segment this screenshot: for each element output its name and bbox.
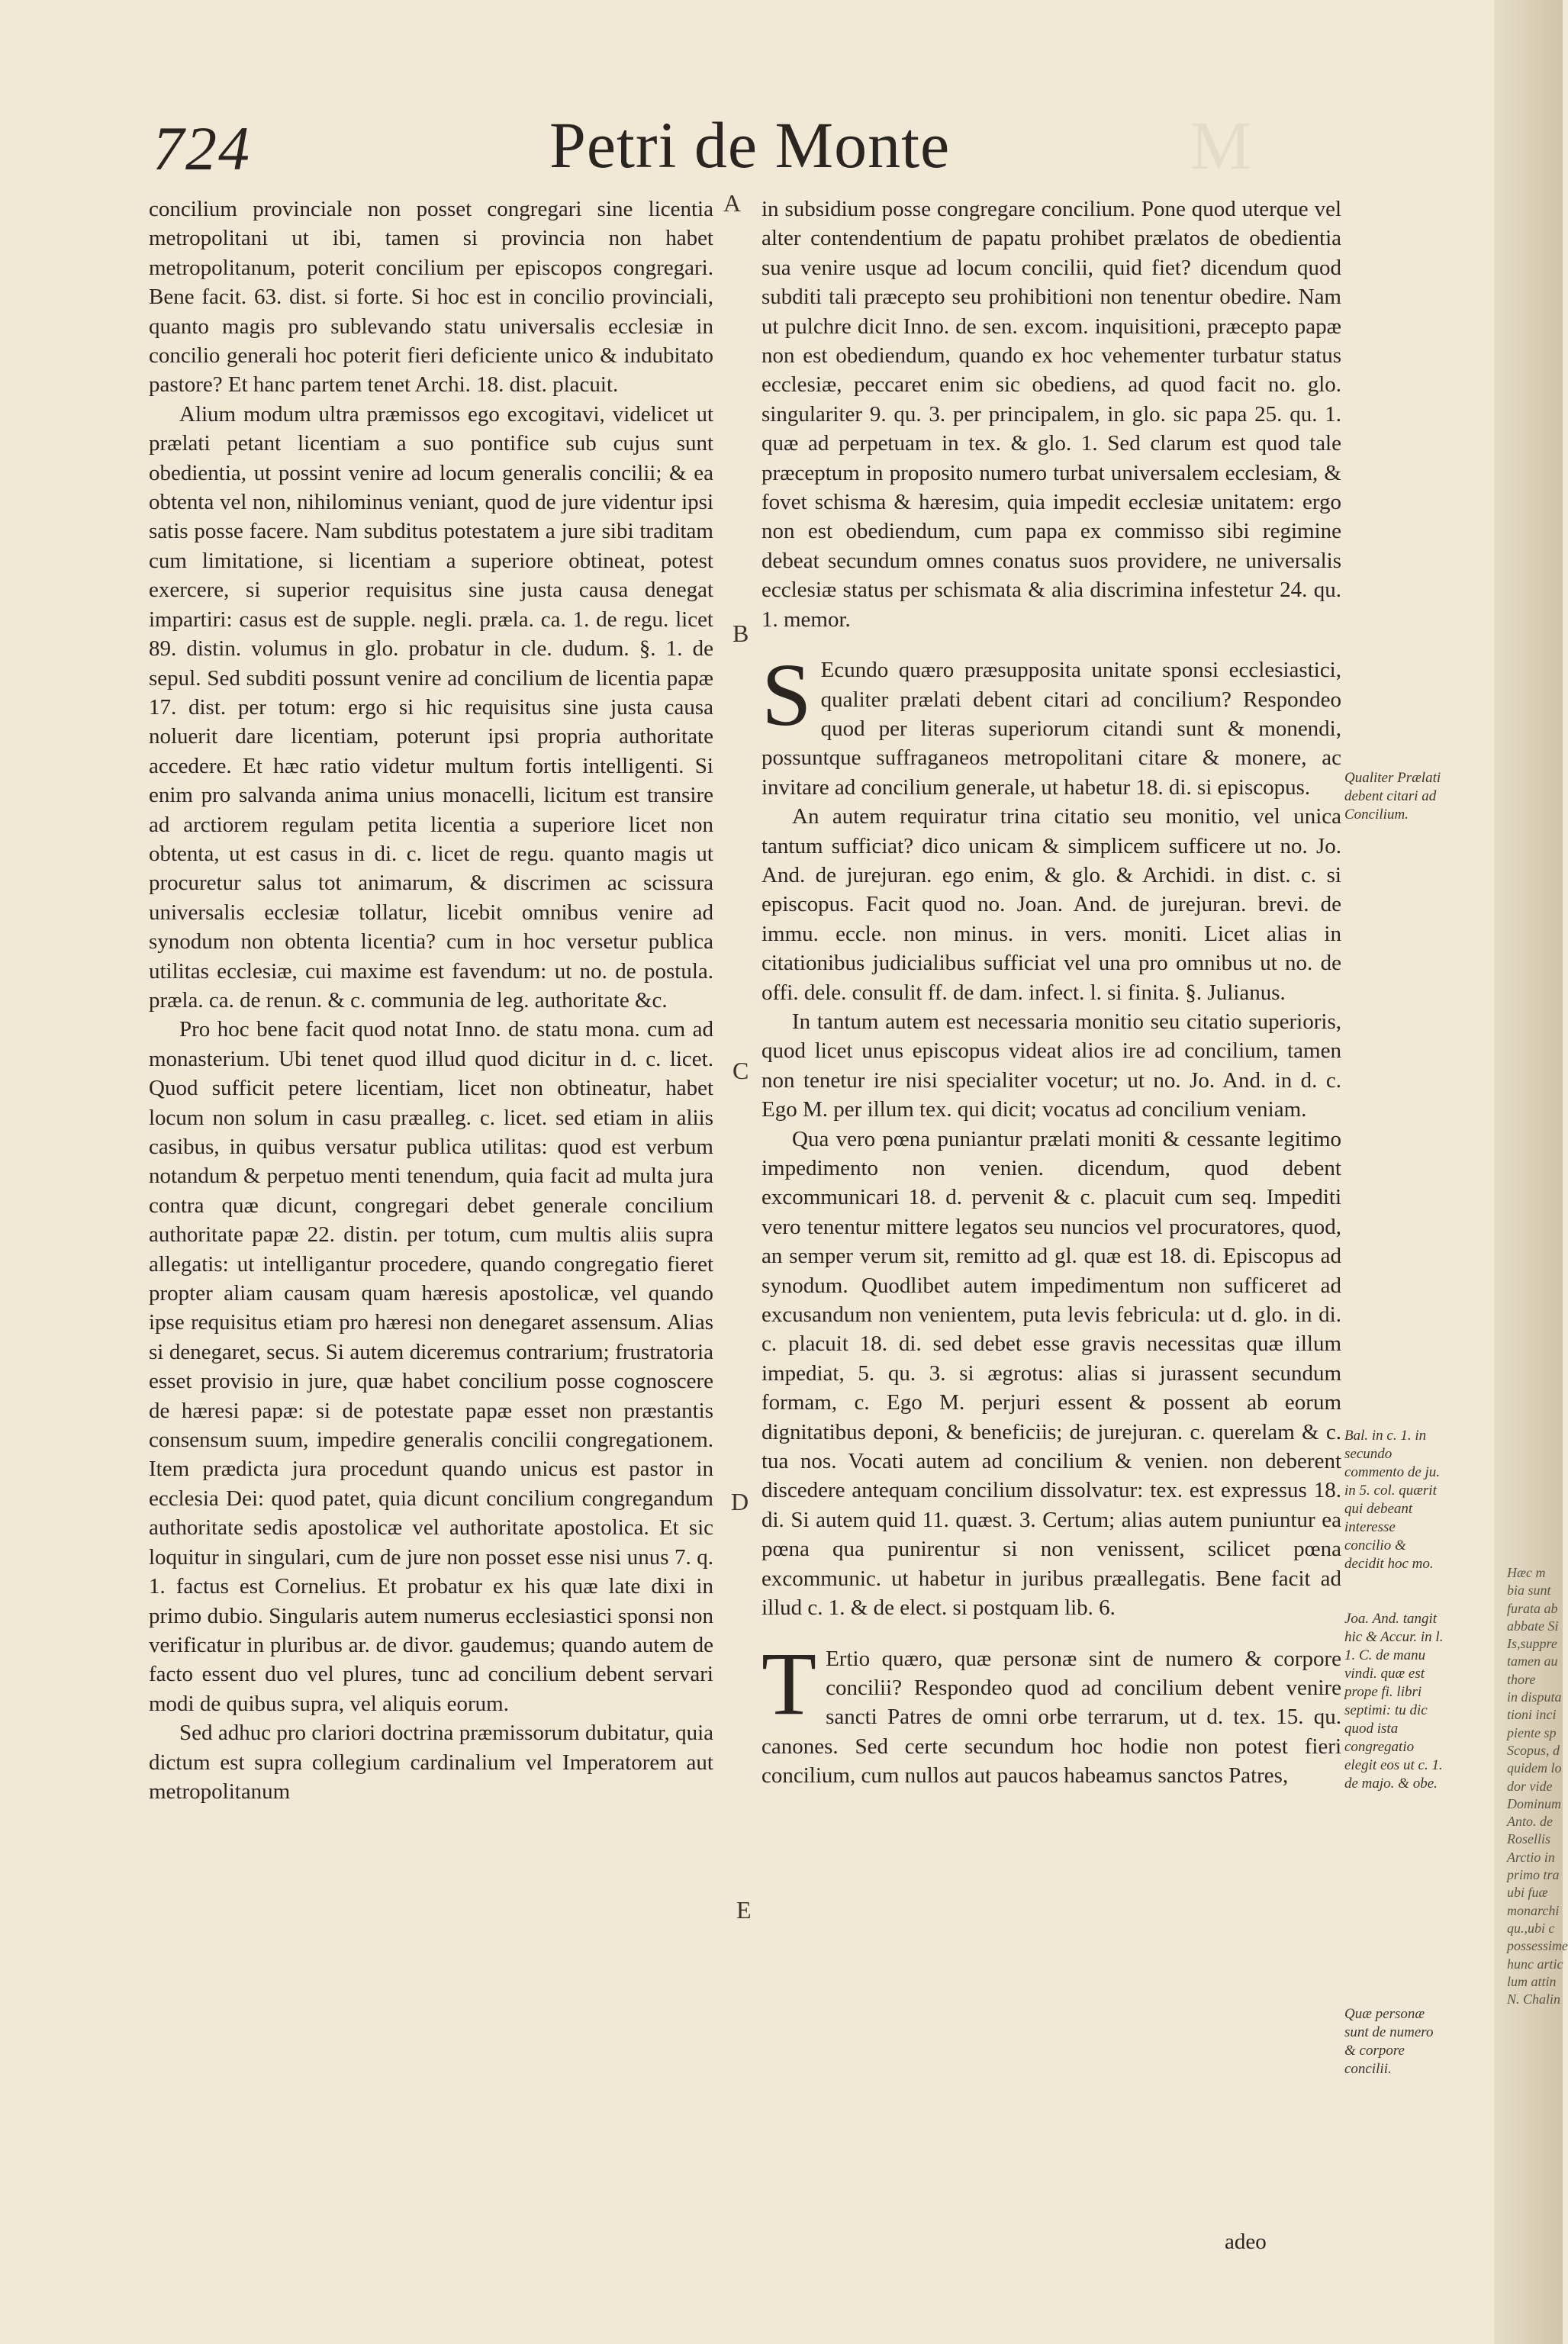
paragraph: In tantum autem est necessaria monitio seu citatio superioris, quod licet unus episcopus videat alios ire ad concilium, tamen non tenetur ire nisi specialiter vocetur; ut no. Jo. And. in d. c. Ego M. per illum tex. qui dicit; vocatus ad concilium veniam.: [761, 1009, 1341, 1122]
paragraph: in subsidium posse congregare concilium. Pone quod uterque vel alter contendentium de papatu prohibet prælatos de obedientia sua venire usque ad locum concilii, quid fiet? dicendum quod subditi tali præcepto seu prohibitioni non tenentur obedire. Nam ut pulchre dicit Inno. de sen. excom. inquisitioni, præcepto papæ non est obediendum, quando ex hoc vehementer turbatur status ecclesiæ, peccaret enim sic obediens, ad quod facit no. glo. singulariter 9. qu. 3. per principalem, in glo. sic papa 25. qu. 1. quæ ad perpetuam in tex. & glo. 1. Sed clarum est quod tale præceptum in proposito numero turbat universalem ecclesiam, & fovet schisma & hæresim, quia impedit ecclesiæ unitatem: ergo non est obediendum, cum papa ex commisso sibi regimine debeat secundum omnes conatus suos providere, ne universalis ecclesiæ status per schismata & alia discrimina infestetur 24. qu. 1. memor.: [761, 197, 1341, 632]
facing-page-line: primo tra: [1507, 1867, 1560, 1883]
facing-page-line: dor vide: [1507, 1778, 1553, 1794]
facing-page-line: Anto. de: [1507, 1814, 1553, 1830]
section-marker-e: E: [736, 1896, 752, 1924]
facing-page-line: piente sp: [1507, 1724, 1557, 1740]
section-marker-b: B: [732, 620, 749, 647]
section-marker-d: D: [731, 1488, 749, 1515]
margin-note-qualiter: Qualiter Prælati debent citari ad Concilium.: [1344, 770, 1441, 823]
facing-page-line: monarchi: [1507, 1902, 1560, 1918]
paragraph: Pro hoc bene facit quod notat Inno. de statu mona. cum ad monasterium. Ubi tenet quod illud quod dicitur in d. c. licet. Quod sufficit petere licentiam, licet non obtineatur, habet locum non solum in casu præalleg. c. licet. sed etiam in aliis casibus, in quibus versatur publica utilitas: quod est verbum notandum & perpetuo menti tenendum, quia facit ad multa jura contra quæ dicunt, congregari debet generale concilium authoritate papæ 22. distin. per totum, cum multis aliis supra allegatis: ut intelligantur procedere, quando congregatio fieret propter aliam causam quam hæresis apostolicæ, vel quando ipse requisitus etiam pro hæresi non denegaret assensum. Alias si denegaret, secus. Si autem diceremus contrarium; frustratoria esset provisio in jure, quæ habet concilium posse cognoscere de hæresi papæ: si de potestate papæ esset non præstantis consensum suum, impedire generalis concilii congregationem. Item prædicta jura procedunt quando unicus est pastor in ecclesia Dei: quod patet, quia dicunt concilium congregandum authoritate sedis apostolicæ vel authoritate apostolica. Et sic loquitur in singulari, cum de jure non posset esse nisi unus 7. q. 1. factus est Cornelius. Et probatur ex his quæ late dixi in primo dubio. Singularis autem numerus ecclesiastici sponsi non verificatur in pluribus ar. de divor. gaudemus; quando autem de facto essent duo vel plures, tunc ad concilium debent servari modi de quibus supra, vel aliquis eorum.: [149, 1017, 713, 1716]
section-marker-c: C: [732, 1057, 749, 1084]
paragraph: Ertio quæro, quæ personæ sint de numero & corpore concilii? Respondeo quod ad concilium debent venire sancti Patres de omni orbe terrarum, ut d. tex. 15. qu. canones. Sed certe secundum hoc hodie non potest fieri concilium, cum nullos aut paucos habeamus sanctos Patres,: [761, 1646, 1341, 1789]
catchword: adeo: [1225, 2230, 1267, 2254]
facing-page-line: thore: [1507, 1671, 1536, 1687]
margin-note-joa: Joa. And. tangit hic & Accur. in l. 1. C. de manu vindi. quæ est prope fi. libri septimi: tu dic quod ista congregatio elegit eos ut c. 1. de majo. & obe.: [1344, 1611, 1444, 1792]
section-secundo: [761, 645, 1341, 1622]
facing-page-line: Is,suppre: [1507, 1636, 1557, 1652]
facing-page-line: abbate Si: [1507, 1618, 1559, 1634]
facing-page-line: bia sunt: [1507, 1583, 1551, 1599]
facing-page-line: Dominum: [1507, 1795, 1561, 1811]
facing-page-line: Hæc m: [1507, 1565, 1546, 1580]
facing-page-line: Arctio in: [1507, 1849, 1555, 1865]
facing-page-line: lum attin: [1507, 1973, 1557, 1989]
margin-note-quae: Quæ personæ sunt de numero & corpore concilii.: [1344, 2006, 1434, 2077]
facing-page-line: qu.,ubi c: [1507, 1920, 1555, 1936]
paragraph: An autem requiratur trina citatio seu monitio, vel unica tantum sufficiat? dico unicam & simplicem sufficere ut no. Jo. And. de jurejuran. ego enim, & glo. & Archidi. in dist. c. si episcopus. Facit quod no. Joan. And. de jurejuran. brevi. de immu. eccle. non minus. in vers. moniti. Licet alias in citationibus judicialibus sufficiat vel una pro omnibus ut no. de offi. dele. consulit ff. de dam. infect. l. si finita. §. Julianus.: [761, 804, 1341, 1005]
section-marker-a: A: [723, 189, 742, 217]
paragraph: Sed adhuc pro clariori doctrina præmissorum dubitatur, quia dictum est supra collegium cardinalium vel Imperatorem aut metropolitanum: [149, 1721, 713, 1804]
paragraph: Qua vero pœna puniantur prælati moniti & cessante legitimo impedimento non venien. dicendum, quod debent excommunicari 18. d. pervenit & c. placuit cum seq. Impediti vero tenentur mittere legatos seu nuncios vel procuratores, quod, an semper verum sit, remitto ad gl. quæ est 18. di. Episcopus ad synodum. Quodlibet autem impedimentum non sufficeret ad excusandum non venientem, puta levis febricula: ut d. glo. in di. c. placuit 18. di. sed debet esse gravis necessitas quæ illum impediat, 5. qu. 3. si ægrotus: alias si jurassent secundum formam, c. Ego M. perjuri essent & possent ab eorum dignitatibus deponi, & beneficiis; de jurejuran. c. querelam & c. tua nos. Vocati autem ad concilium & venien. non deberent discedere antequam concilium dissolvatur: tex. est expressus 18. di. Si autem quid 11. quæst. 3. Certum; alias autem puniuntur ea pœna qua punirentur si non venissent, scilicet pœna excommunic. ut habetur in juribus præallegatis. Bene facit ad illud c. 1. & de elect. si postquam lib. 6.: [761, 1126, 1341, 1621]
page-number: 724: [153, 114, 251, 183]
drop-cap: S: [761, 645, 812, 745]
right-column: [761, 195, 1341, 1791]
facing-page-line: N. Chalin: [1507, 1991, 1561, 2008]
facing-page-line: Rosellis: [1507, 1831, 1550, 1847]
section-tertio: [761, 1633, 1341, 1791]
facing-page-line: hunc artic: [1507, 1956, 1563, 1972]
facing-page-line: tamen au: [1507, 1653, 1558, 1669]
drop-cap: T: [761, 1633, 817, 1734]
facing-page-line: possessime: [1507, 1938, 1568, 1954]
show-through-letter: M: [1190, 108, 1252, 184]
facing-page-margin-note: [1507, 1564, 1568, 2008]
running-title: Petri de Monte: [549, 108, 951, 182]
margin-note-bal: Bal. in c. 1. in secundo commento de ju. in 5. col. quærit qui debeant interesse concilio & decidit hoc mo.: [1344, 1428, 1441, 1572]
facing-page-line: tioni inci: [1507, 1707, 1557, 1723]
page-header: [145, 107, 1366, 206]
paragraph: Ecundo quæro præsupposita unitate sponsi ecclesiastici, qualiter prælati debent citari ad concilium? Respondeo quod per literas superiorum citandi sunt & monendi, possuntque suffraganeos metropolitani citare & monere, ac invitare ad concilium generale, ut habetur 18. di. si episcopus.: [761, 658, 1341, 800]
left-column: [149, 195, 713, 1806]
paragraph: Alium modum ultra præmissos ego excogitavi, videlicet ut prælati petant licentiam a suo pontifice sub cujus sunt obedientia, ut possint venire ad locum generalis concilii; & ea obtenta vel non, nihilominus veniant, quod de jure videntur ipsi satis posse facere. Nam subditus potestatem a jure sibi traditam cum limitatione, si licentiam a superiore obtineat, potest exercere, si superior requisitus sine justa causa denegat impartiri: casus est de supple. negli. præla. ca. 1. de regu. licet 89. distin. volumus in glo. probatur in cle. dudum. §. 1. de sepul. Sed subditi possunt venire ad concilium de licentia papæ 17. dist. per totum: ergo si hic requisitus sine justa causa noluerit dare licentiam, poterunt ipsi propria authoritate accedere. Et hæc ratio videtur multum fortis intelligenti. Si enim pro salvanda anima unius monacelli, licitum est transire ad arctiorem regulam petita licentia a superiore licet non obtenta, ut est casus in di. c. licet de regu. quanto magis ut procuretur salus tot animarum, & discrimen ac scissura universalis ecclesiæ tollatur, licebit omnibus venire ad synodum non obtenta licentia? cum in hoc versetur publica utilitas ecclesiæ, cui maxime est favendum: ut no. de postula. præla. ca. de renun. & c. communia de leg. authoritate &c.: [149, 401, 713, 1013]
paragraph: concilium provinciale non posset congregari sine licentia metropolitani ut ibi, tamen si provincia non habet metropolitanum, poterit concilium per episcopos congregari. Bene facit. 63. dist. si forte. Si hoc est in concilio provinciali, quanto magis pro sublevando statu universalis ecclesiæ in concilio generali hoc poterit fieri deficiente unico & indubitato pastore? Et hanc partem tenet Archi. 18. dist. placuit.: [149, 197, 713, 398]
facing-page-line: in disputa: [1507, 1689, 1562, 1705]
facing-page-line: Scopus, d: [1507, 1742, 1560, 1758]
facing-page-line: ubi fuæ: [1507, 1885, 1548, 1901]
facing-page-line: quidem lo: [1507, 1760, 1562, 1776]
facing-page-line: furata ab: [1507, 1600, 1558, 1616]
